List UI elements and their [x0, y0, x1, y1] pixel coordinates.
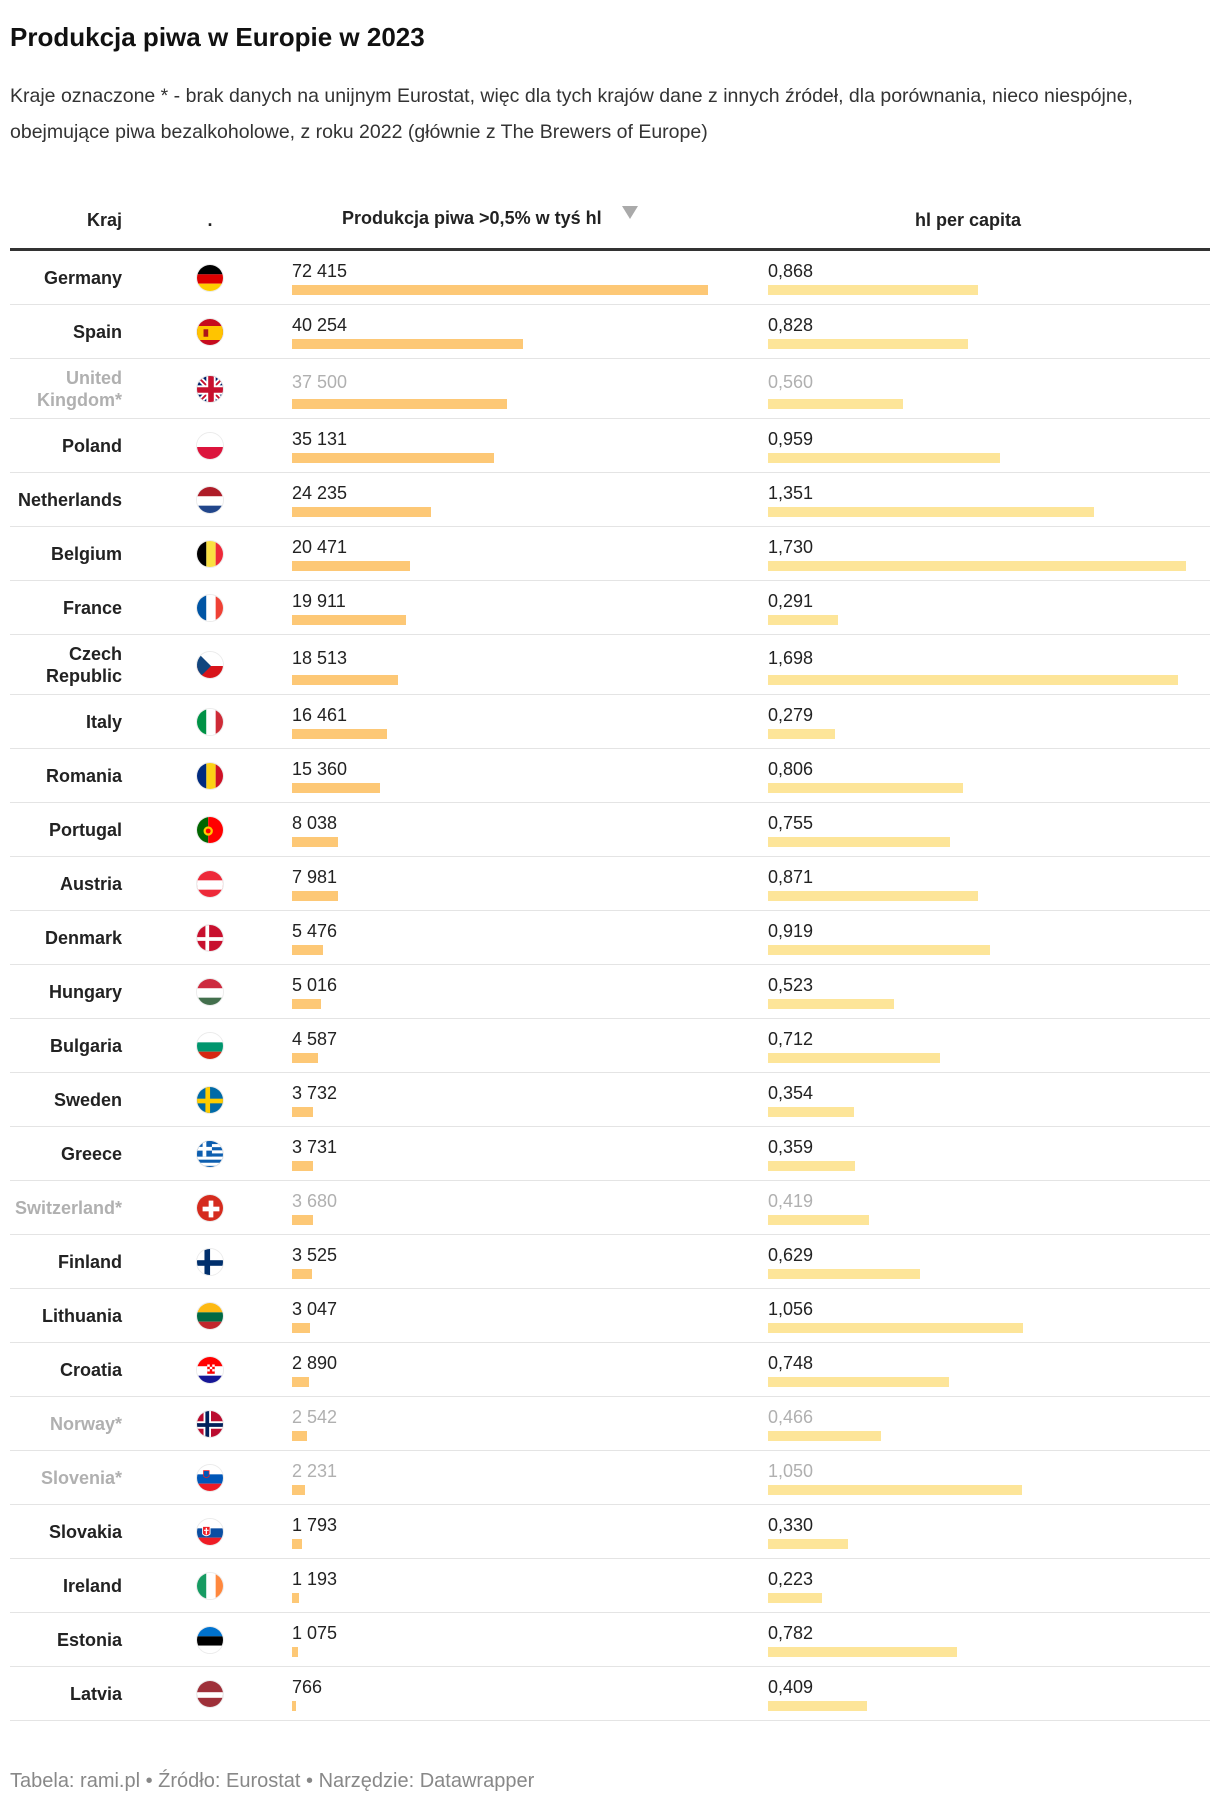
table-row [10, 803, 1210, 857]
per-capita-value: 1,351 [768, 483, 814, 503]
per-capita-value: 0,782 [768, 1623, 814, 1643]
production-bar [292, 285, 708, 295]
production-bar [292, 999, 321, 1009]
country-label: Germany [43, 268, 122, 288]
production-bar [292, 615, 406, 625]
per-capita-bar [768, 1269, 920, 1279]
per-capita-value: 1,050 [768, 1461, 814, 1481]
per-capita-value: 0,409 [768, 1677, 814, 1697]
column-header-flag[interactable]: . [207, 210, 213, 230]
country-label: Ireland [62, 1576, 122, 1596]
estonia-flag-icon [196, 1626, 224, 1654]
greece-flag-icon [196, 1140, 224, 1168]
per-capita-bar [768, 1431, 881, 1441]
italy-flag-icon [196, 708, 224, 736]
production-bar [292, 561, 410, 571]
production-bar [292, 399, 507, 409]
production-bar [292, 1647, 298, 1657]
per-capita-value: 0,279 [768, 705, 814, 725]
country-label: Portugal [48, 820, 122, 840]
per-capita-value: 0,523 [768, 975, 814, 995]
per-capita-bar [768, 399, 903, 409]
table-row [10, 1505, 1210, 1559]
country-label: Slovenia* [40, 1468, 122, 1488]
production-bar [292, 1323, 310, 1333]
country-label: Belgium [50, 544, 122, 564]
country-label: Hungary [48, 982, 122, 1002]
column-header-production[interactable]: Produkcja piwa >0,5% w tyś hl [342, 208, 602, 228]
per-capita-value: 0,959 [768, 429, 814, 449]
per-capita-value: 0,291 [768, 591, 814, 611]
table-row [10, 1559, 1210, 1613]
production-value: 16 461 [292, 705, 348, 725]
per-capita-bar [768, 1701, 867, 1711]
table-row [10, 1343, 1210, 1397]
per-capita-value: 0,806 [768, 759, 814, 779]
table-row [10, 1235, 1210, 1289]
per-capita-bar [768, 561, 1186, 571]
france-flag-icon [196, 594, 224, 622]
country-label: Croatia [59, 1360, 122, 1380]
per-capita-bar [768, 1377, 949, 1387]
production-bar [292, 675, 398, 685]
country-label: France [62, 598, 122, 618]
production-value: 40 254 [292, 315, 348, 335]
production-value: 19 911 [292, 591, 346, 611]
production-bar [292, 1107, 313, 1117]
per-capita-value: 0,828 [768, 315, 814, 335]
per-capita-value: 0,868 [768, 261, 814, 281]
table-row [10, 695, 1210, 749]
slovenia-flag-icon [196, 1464, 224, 1492]
per-capita-bar [768, 1593, 822, 1603]
production-value: 5 016 [292, 975, 338, 995]
per-capita-bar [768, 1053, 940, 1063]
country-label: Czech Republic [45, 644, 122, 686]
production-value: 4 587 [292, 1029, 338, 1049]
production-bar [292, 1701, 296, 1711]
per-capita-bar [768, 453, 1000, 463]
country-label: Greece [60, 1144, 122, 1164]
country-label: Lithuania [42, 1306, 122, 1326]
per-capita-bar [768, 1107, 854, 1117]
production-value: 766 [292, 1677, 323, 1697]
per-capita-bar [768, 729, 835, 739]
production-bar [292, 1053, 318, 1063]
per-capita-bar [768, 945, 990, 955]
per-capita-value: 0,755 [768, 813, 814, 833]
per-capita-value: 0,223 [768, 1569, 814, 1589]
production-value: 5 476 [292, 921, 338, 941]
production-bar [292, 1269, 312, 1279]
production-bar [292, 339, 523, 349]
production-value: 15 360 [292, 759, 348, 779]
table-row [10, 1019, 1210, 1073]
per-capita-value: 0,419 [768, 1191, 814, 1211]
per-capita-value: 0,871 [768, 867, 814, 887]
source-note: Tabela: rami.pl • Źródło: Eurostat • Narzędzie: Datawrapper [10, 1770, 535, 1792]
per-capita-bar [768, 507, 1094, 517]
per-capita-value: 0,560 [768, 372, 814, 392]
production-bar [292, 1539, 302, 1549]
bulgaria-flag-icon [196, 1032, 224, 1060]
portugal-flag-icon [196, 816, 224, 844]
production-value: 2 231 [292, 1461, 338, 1481]
table-row [10, 1289, 1210, 1343]
table-header [10, 196, 1210, 251]
production-value: 8 038 [292, 813, 338, 833]
netherlands-flag-icon [196, 486, 224, 514]
table-row [10, 857, 1210, 911]
country-label: Poland [61, 436, 122, 456]
germany-flag-icon [196, 264, 224, 292]
table-row [10, 1613, 1210, 1667]
per-capita-bar [768, 675, 1178, 685]
table-row [10, 965, 1210, 1019]
country-label: United Kingdom* [37, 368, 122, 410]
per-capita-value: 1,698 [768, 648, 814, 668]
per-capita-value: 0,466 [768, 1407, 814, 1427]
production-value: 18 513 [292, 648, 348, 668]
per-capita-bar [768, 837, 950, 847]
column-header-per-capita[interactable]: hl per capita [915, 210, 1022, 230]
per-capita-bar [768, 285, 978, 295]
production-value: 1 193 [292, 1569, 338, 1589]
per-capita-value: 0,354 [768, 1083, 814, 1103]
ireland-flag-icon [196, 1572, 224, 1600]
production-value: 20 471 [292, 537, 348, 557]
production-bar [292, 507, 431, 517]
table-row [10, 1073, 1210, 1127]
table-row [10, 419, 1210, 473]
sweden-flag-icon [196, 1086, 224, 1114]
denmark-flag-icon [196, 924, 224, 952]
per-capita-bar [768, 783, 963, 793]
country-label: Austria [59, 874, 122, 894]
per-capita-bar [768, 999, 894, 1009]
poland-flag-icon [196, 432, 224, 460]
production-value: 7 981 [292, 867, 338, 887]
czech-flag-icon [196, 651, 224, 679]
production-bar [292, 453, 494, 463]
table-row [10, 749, 1210, 803]
production-value: 1 075 [292, 1623, 338, 1643]
country-label: Finland [58, 1252, 122, 1272]
country-label: Sweden [53, 1090, 122, 1110]
per-capita-bar [768, 339, 968, 349]
table-row [10, 473, 1210, 527]
per-capita-value: 1,056 [768, 1299, 814, 1319]
per-capita-bar [768, 1215, 869, 1225]
column-header-country[interactable]: Kraj [86, 210, 122, 230]
table-row [10, 581, 1210, 635]
production-value: 1 793 [292, 1515, 338, 1535]
production-bar [292, 1431, 307, 1441]
country-label: Italy [85, 712, 122, 732]
production-value: 35 131 [292, 429, 348, 449]
table-row [10, 1397, 1210, 1451]
production-value: 2 542 [292, 1407, 338, 1427]
table-row [10, 911, 1210, 965]
austria-flag-icon [196, 870, 224, 898]
table-row [10, 359, 1210, 419]
table-row [10, 527, 1210, 581]
hungary-flag-icon [196, 978, 224, 1006]
per-capita-value: 1,730 [768, 537, 814, 557]
per-capita-value: 0,712 [768, 1029, 814, 1049]
country-label: Denmark [44, 928, 122, 948]
production-value: 3 732 [292, 1083, 338, 1103]
table-row [10, 1667, 1210, 1721]
romania-flag-icon [196, 762, 224, 790]
table-row [10, 1181, 1210, 1235]
per-capita-value: 0,919 [768, 921, 814, 941]
switzerland-flag-icon [196, 1194, 224, 1222]
data-table [10, 196, 1210, 1721]
production-value: 3 731 [292, 1137, 338, 1157]
production-value: 3 047 [292, 1299, 338, 1319]
spain-flag-icon [196, 318, 224, 346]
table-row [10, 1127, 1210, 1181]
croatia-flag-icon [196, 1356, 224, 1384]
production-value: 3 525 [292, 1245, 338, 1265]
country-label: Norway* [49, 1414, 122, 1434]
belgium-flag-icon [196, 540, 224, 568]
country-label: Netherlands [17, 490, 122, 510]
per-capita-value: 0,629 [768, 1245, 814, 1265]
chart-subtitle: Kraje oznaczone * - brak danych na unijnym Eurostat, więc dla tych krajów dane z innych źródeł, dla porównania, nieco niespójne, obejmujące piwa bezalkoholowe, z roku 2022 (głównie z The Brewers of Europe) [10, 85, 1133, 143]
per-capita-bar [768, 891, 978, 901]
country-label: Switzerland* [14, 1198, 122, 1218]
sort-descending-icon[interactable] [622, 206, 638, 219]
chart-title: Produkcja piwa w Europie w 2023 [10, 22, 425, 52]
production-bar [292, 1161, 313, 1171]
table-body [10, 251, 1210, 1721]
production-value: 3 680 [292, 1191, 338, 1211]
country-label: Slovakia [48, 1522, 122, 1542]
per-capita-bar [768, 1323, 1023, 1333]
production-bar [292, 1593, 299, 1603]
table-row [10, 251, 1210, 305]
per-capita-bar [768, 1161, 855, 1171]
per-capita-value: 0,748 [768, 1353, 814, 1373]
production-bar [292, 837, 338, 847]
country-label: Bulgaria [49, 1036, 122, 1056]
per-capita-bar [768, 1647, 957, 1657]
production-value: 24 235 [292, 483, 348, 503]
production-bar [292, 783, 380, 793]
production-bar [292, 891, 338, 901]
per-capita-bar [768, 1485, 1022, 1495]
production-bar [292, 1215, 313, 1225]
production-value: 37 500 [292, 372, 348, 392]
production-bar [292, 729, 387, 739]
per-capita-bar [768, 1539, 848, 1549]
per-capita-value: 0,330 [768, 1515, 814, 1535]
per-capita-bar [768, 615, 838, 625]
production-value: 72 415 [292, 261, 348, 281]
country-label: Estonia [56, 1630, 122, 1650]
production-bar [292, 1377, 309, 1387]
production-bar [292, 945, 323, 955]
table-row [10, 635, 1210, 695]
lithuania-flag-icon [196, 1302, 224, 1330]
country-label: Romania [45, 766, 122, 786]
norway-flag-icon [196, 1410, 224, 1438]
slovakia-flag-icon [196, 1518, 224, 1546]
production-value: 2 890 [292, 1353, 338, 1373]
table-row [10, 305, 1210, 359]
finland-flag-icon [196, 1248, 224, 1276]
latvia-flag-icon [196, 1680, 224, 1708]
table-row [10, 1451, 1210, 1505]
country-label: Latvia [69, 1684, 122, 1704]
country-label: Spain [72, 322, 122, 342]
uk-flag-icon [196, 375, 224, 403]
production-bar [292, 1485, 305, 1495]
per-capita-value: 0,359 [768, 1137, 814, 1157]
